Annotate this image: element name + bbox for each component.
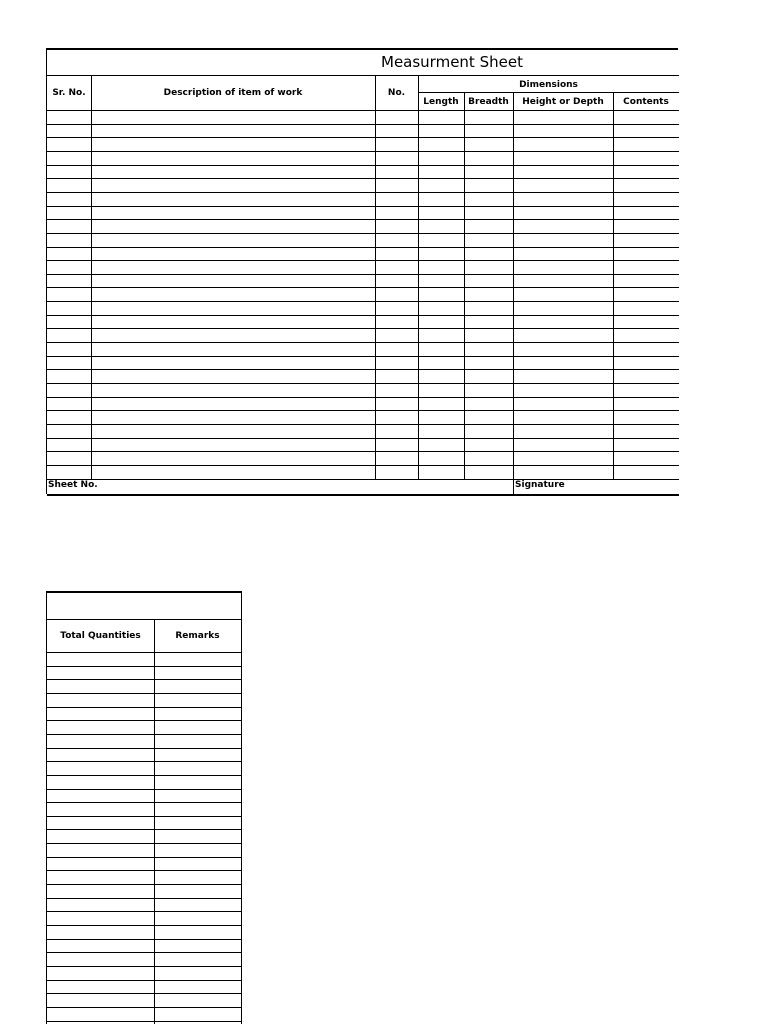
- totals-row-line: [47, 1021, 241, 1022]
- header-remarks: Remarks: [175, 631, 220, 641]
- sheet-row-line: [47, 410, 679, 411]
- totals-row-line: [47, 707, 241, 708]
- sheet-row-line: [47, 247, 679, 248]
- totals-row-line: [47, 802, 241, 803]
- sheet-column-line: [513, 93, 514, 479]
- totals-row-line: [47, 679, 241, 680]
- totals-row-line: [47, 993, 241, 994]
- sheet-row-line: [47, 192, 679, 193]
- header-height-or-depth: Height or Depth: [522, 96, 604, 107]
- sheet-row-line: [47, 424, 679, 425]
- totals-row-line: [47, 911, 241, 912]
- sheet-row-line: [47, 287, 679, 288]
- totals-row-line: [47, 720, 241, 721]
- header-length: Length: [423, 96, 459, 107]
- sheet-row-line: [47, 369, 679, 370]
- header-no: No.: [387, 88, 406, 98]
- sheet-row-line: [47, 479, 679, 480]
- sheet-row-line: [47, 451, 679, 452]
- totals-row-line: [47, 652, 241, 653]
- totals-row-line: [47, 761, 241, 762]
- sheet-title: Measurment Sheet: [381, 53, 523, 71]
- sheet-row-line: [47, 274, 679, 275]
- sheet-column-line: [613, 93, 614, 479]
- totals-row-line: [47, 898, 241, 899]
- sheet-row-line: [47, 219, 679, 220]
- header-contents: Contents: [623, 96, 669, 107]
- sheet-row-line: [47, 151, 679, 152]
- totals-row-line: [47, 775, 241, 776]
- sheet-row-line: [47, 342, 679, 343]
- totals-row-line: [47, 884, 241, 885]
- totals-row-line: [47, 939, 241, 940]
- totals-row-line: [47, 829, 241, 830]
- measurement-sheet: [46, 48, 678, 494]
- sheet-column-line: [418, 76, 419, 479]
- sheet-row-line: [47, 206, 679, 207]
- header-description: Description of item of work: [163, 88, 303, 98]
- sheet-row-line: [47, 124, 679, 125]
- totals-row-line: [47, 843, 241, 844]
- totals-row-line: [47, 666, 241, 667]
- totals-row-line: [47, 857, 241, 858]
- totals-row-line: [47, 693, 241, 694]
- dimensions-divider: [418, 92, 679, 93]
- totals-row-line: [47, 734, 241, 735]
- totals-row-line: [47, 980, 241, 981]
- sheet-row-line: [47, 110, 679, 111]
- sheet-row-line: [47, 465, 679, 466]
- sheet-row-line: [47, 356, 679, 357]
- totals-row-line: [47, 816, 241, 817]
- footer-divider: [513, 479, 514, 494]
- sheet-row-line: [47, 315, 679, 316]
- sheet-no-label: Sheet No.: [48, 480, 98, 490]
- sheet-row-line: [47, 260, 679, 261]
- sheet-row-line: [47, 137, 679, 138]
- totals-row-line: [47, 748, 241, 749]
- title-divider: [47, 75, 679, 76]
- totals-row-line: [47, 952, 241, 953]
- sheet-column-line: [375, 76, 376, 479]
- signature-label: Signature: [515, 480, 565, 490]
- totals-column-line: [154, 620, 155, 1024]
- header-breadth: Breadth: [468, 96, 509, 107]
- totals-table: [46, 591, 242, 1024]
- header-total-quantities: Total Quantities: [60, 631, 141, 641]
- totals-row-line: [47, 870, 241, 871]
- header-dimensions: Dimensions: [519, 79, 578, 90]
- sheet-row-line: [47, 178, 679, 179]
- sheet-title-row: [47, 50, 679, 76]
- sheet-bottom-border: [47, 494, 679, 496]
- sheet-row-line: [47, 328, 679, 329]
- totals-row-line: [47, 789, 241, 790]
- totals-row-line: [47, 1007, 241, 1008]
- sheet-column-line: [91, 76, 92, 479]
- sheet-row-line: [47, 233, 679, 234]
- totals-row-line: [47, 925, 241, 926]
- sheet-row-line: [47, 438, 679, 439]
- sheet-row-line: [47, 165, 679, 166]
- sheet-row-line: [47, 301, 679, 302]
- sheet-row-line: [47, 397, 679, 398]
- sheet-column-line: [464, 93, 465, 479]
- header-sr-no: Sr. No.: [52, 88, 86, 98]
- sheet-row-line: [47, 383, 679, 384]
- totals-row-line: [47, 966, 241, 967]
